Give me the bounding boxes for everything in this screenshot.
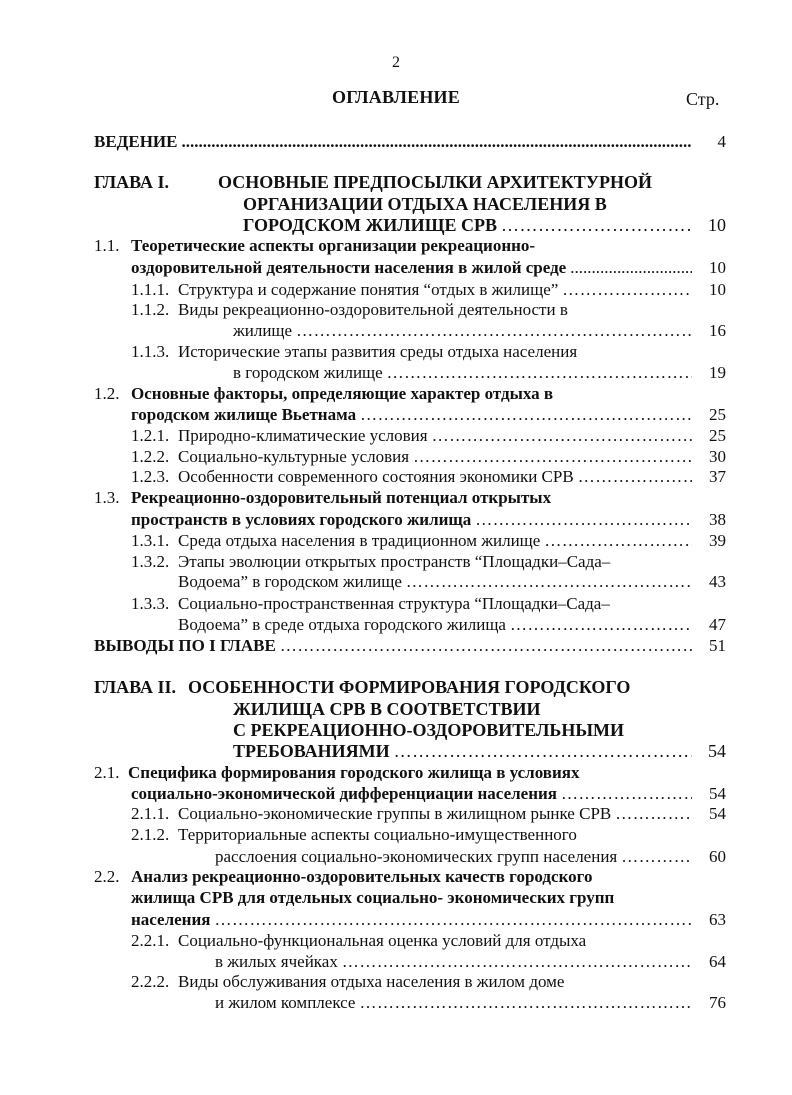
page-column-label: Стр. bbox=[686, 89, 720, 109]
toc-number: 1.1.3. bbox=[131, 342, 170, 361]
toc-page: 63 bbox=[709, 910, 726, 929]
toc-page: 10 bbox=[709, 258, 726, 277]
toc-number: 1.1.2. bbox=[131, 300, 170, 319]
toc-page: 10 bbox=[709, 280, 726, 299]
toc-page: 54 bbox=[709, 784, 726, 803]
toc-page: 25 bbox=[709, 405, 726, 424]
toc-number: 2.2. bbox=[94, 867, 120, 886]
toc-page: 25 bbox=[709, 426, 726, 445]
toc-number: 2.2.1. bbox=[131, 931, 170, 950]
toc-number: 1.2.2. bbox=[131, 447, 170, 466]
toc-number: 1.1. bbox=[94, 236, 120, 255]
toc-page: 19 bbox=[709, 363, 726, 382]
toc-number: 1.2.1. bbox=[131, 426, 170, 445]
toc-page: 54 bbox=[708, 741, 726, 761]
toc-number: 1.3.1. bbox=[131, 531, 170, 550]
toc-number: 1.3.3. bbox=[131, 594, 170, 613]
toc-number: 1.2. bbox=[94, 384, 120, 403]
toc-number: 1.3.2. bbox=[131, 552, 170, 571]
page-title: ОГЛАВЛЕНИЕ bbox=[332, 87, 460, 107]
toc-number: ГЛАВА II. bbox=[94, 677, 177, 697]
toc-page: 51 bbox=[709, 636, 726, 655]
toc-page: 38 bbox=[709, 510, 726, 529]
toc-entry-introduction[interactable]: ВЕДЕНИЕ ..... 4 bbox=[94, 131, 726, 152]
toc-page: 16 bbox=[709, 321, 726, 340]
toc-entry-conclusions-1[interactable]: ВЫВОДЫ ПО I ГЛАВЕ ………………………………………………………………………………………………………………………………………… 51 bbox=[94, 635, 726, 656]
toc-number: 2.1.2. bbox=[131, 825, 170, 844]
toc-number: 1.1.1. bbox=[131, 280, 170, 299]
toc-page: 39 bbox=[709, 531, 726, 550]
toc-page: 60 bbox=[709, 847, 726, 866]
toc-page: 76 bbox=[709, 993, 726, 1012]
toc-page: 43 bbox=[709, 572, 726, 591]
toc-number: 2.1. bbox=[94, 763, 120, 782]
toc-page: 47 bbox=[709, 615, 726, 634]
toc-page: 64 bbox=[709, 952, 726, 971]
toc-number: 1.2.3. bbox=[131, 467, 170, 486]
toc-number: ГЛАВА I. bbox=[94, 172, 170, 192]
toc-page: 10 bbox=[708, 215, 726, 235]
toc-number: 1.3. bbox=[94, 488, 120, 507]
toc-page: 54 bbox=[709, 804, 726, 823]
toc-page: 30 bbox=[709, 447, 726, 466]
toc-page: 37 bbox=[709, 467, 726, 486]
toc-number: 2.1.1. bbox=[131, 804, 170, 823]
page-number: 2 bbox=[392, 54, 400, 71]
toc-page: 4 bbox=[717, 132, 726, 151]
toc-number: 2.2.2. bbox=[131, 972, 170, 991]
